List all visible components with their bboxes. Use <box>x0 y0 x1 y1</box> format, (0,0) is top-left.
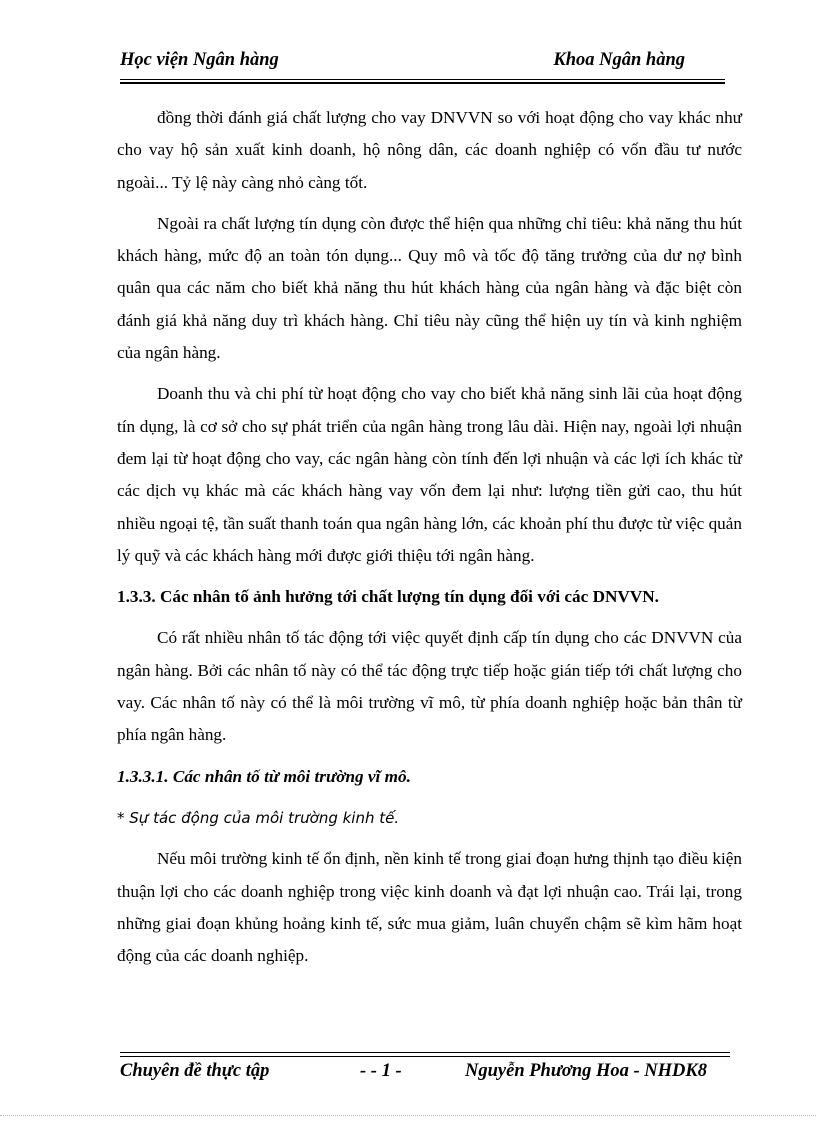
paragraph-2: Ngoài ra chất lượng tín dụng còn được thể hiện qua những chỉ tiêu: khả năng thu hút khách hàng, mức độ an toàn tón dụng... Quy mô và tốc độ tăng trưởng của dư nợ bình quân qua các năm cho biết khả năng thu hút khách hàng của ngân hàng và đặc biệt còn đánh giá khả năng duy trì khách hàng. Chỉ tiêu này cũng thể hiện uy tín và kinh nghiệm của ngân hàng. <box>117 213 742 363</box>
italic-note: * Sự tác động của môi trường kinh tế. <box>117 808 400 827</box>
subsection-heading: 1.3.3.1. Các nhân tố từ môi trường vĩ mô. <box>117 766 411 786</box>
header-institution: Học viện Ngân hàng <box>120 50 279 70</box>
paragraph-1: đồng thời đánh giá chất lượng cho vay DNVVN so với hoạt động cho vay khác như cho vay hộ sản xuất kinh doanh, hộ nông dân, các doanh nghiệp có vốn đầu tư nước ngoài... Tỷ lệ này càng nhỏ càng tốt. <box>117 108 742 192</box>
header-faculty: Khoa Ngân hàng <box>553 50 685 70</box>
paragraph-4: Có rất nhiều nhân tố tác động tới việc quyết định cấp tín dụng cho các DNVVN của ngân hàng. Bởi các nhân tố này có thể tác động trực tiếp hoặc gián tiếp tới chất lượng cho vay. Các nhân tố này có thể là môi trường vĩ mô, từ phía doanh nghiệp hoặc bản thân từ phía ngân hàng. <box>117 628 742 745</box>
footer-rule-top <box>120 1052 730 1053</box>
header-rule-thin <box>120 79 725 80</box>
footer-author: Nguyễn Phương Hoa - NHDK8 <box>465 1061 707 1081</box>
page-header <box>120 50 725 72</box>
paragraph-5: Nếu môi trường kinh tế ổn định, nền kinh tế trong giai đoạn hưng thịnh tạo điều kiện thuận lợi cho các doanh nghiệp trong việc kinh doanh và đạt lợi nhuận cao. Trái lại, trong những giai đoạn khủng hoảng kinh tế, sức mua giảm, luân chuyển chậm sẽ kìm hãm hoạt động của các doanh nghiệp. <box>117 849 742 966</box>
page-footer <box>120 1061 730 1083</box>
paragraph-3: Doanh thu và chi phí từ hoạt động cho vay cho biết khả năng sinh lãi của hoạt động tín dụng, là cơ sở cho sự phát triển của ngân hàng trong lâu dài. Hiện nay, ngoài lợi nhuận đem lại từ hoạt động cho vay, các ngân hàng còn tính đến lợi nhuận và các lợi ích khác từ các dịch vụ khác mà các khách hàng vay vốn đem lại như: lượng tiền gửi cao, thu hút nhiều ngoại tệ, tần suất thanh toán qua ngân hàng lớn, các khoản phí thu được từ việc quản lý quỹ và các khách hàng mới được giới thiệu tới ngân hàng. <box>117 384 742 565</box>
page-number: - - 1 - <box>360 1061 402 1081</box>
footer-report-type: Chuyên đề thực tập <box>120 1061 270 1081</box>
footer-rule-bottom <box>120 1056 730 1057</box>
section-heading: 1.3.3. Các nhân tố ảnh hưởng tới chất lượng tín dụng đối với các DNVVN. <box>117 587 659 607</box>
document-body <box>117 102 742 981</box>
page-bottom-edge <box>0 1115 816 1116</box>
header-rule-thick <box>120 82 725 84</box>
